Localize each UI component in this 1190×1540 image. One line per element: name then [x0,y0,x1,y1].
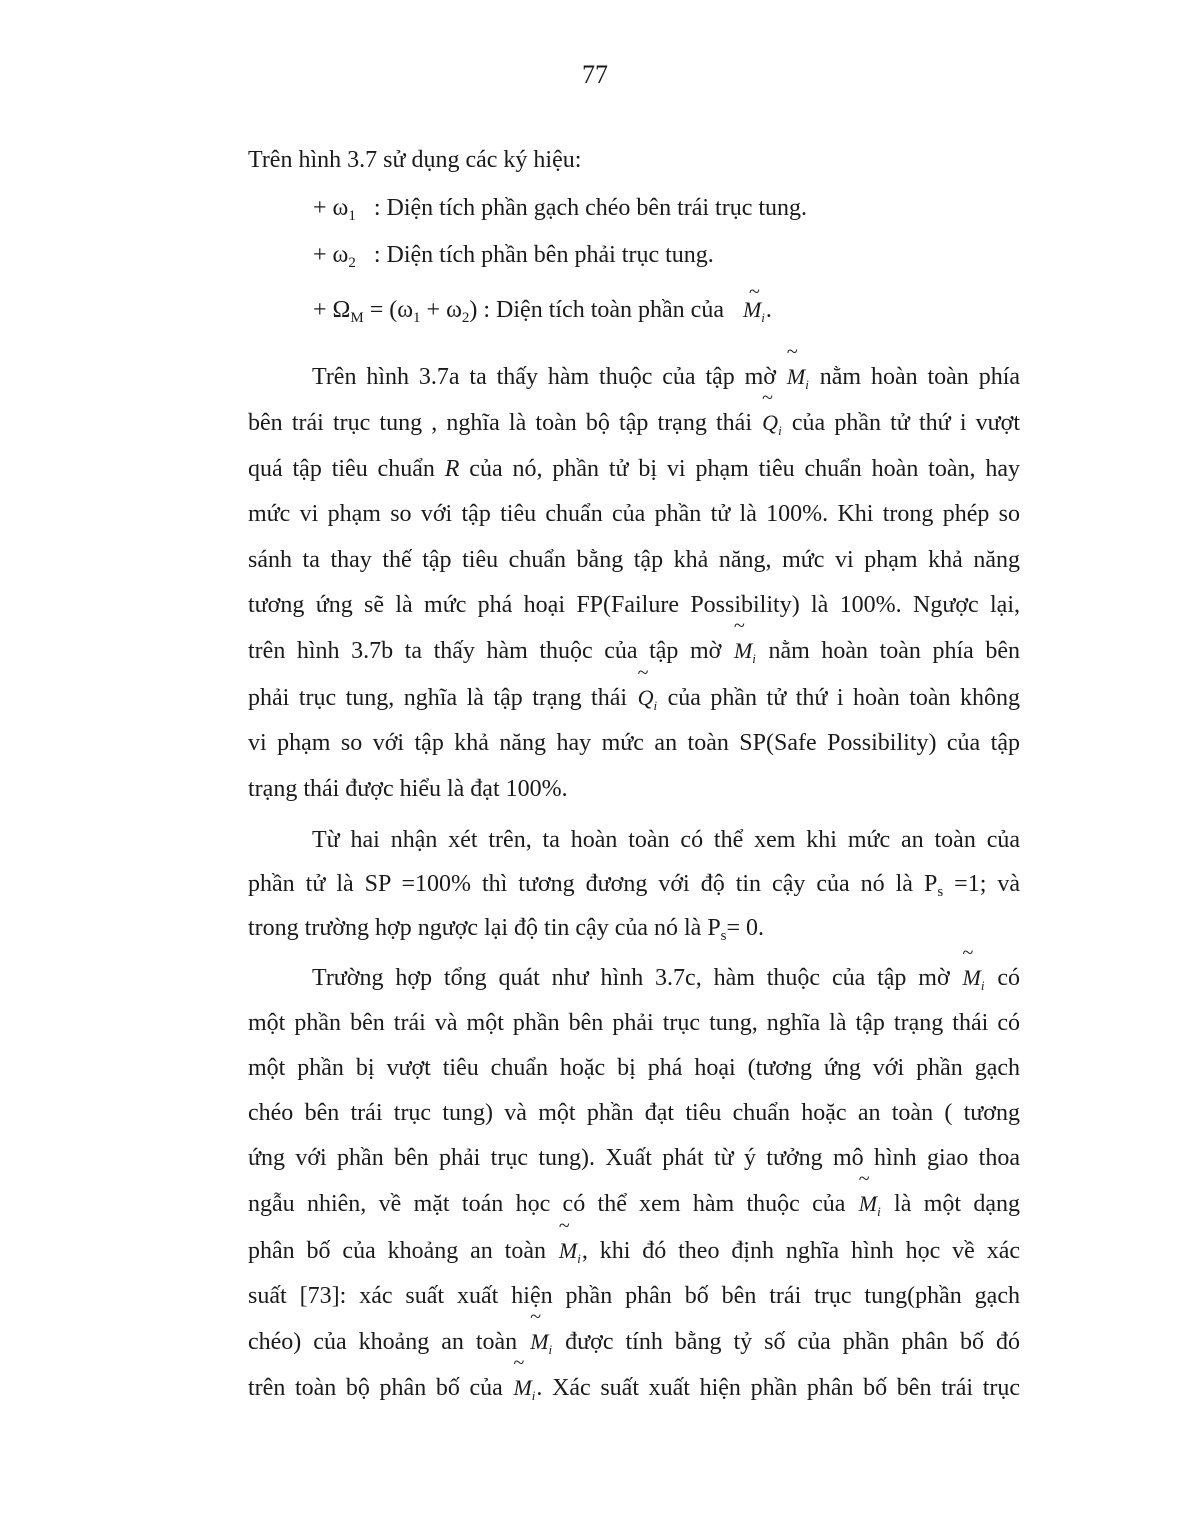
intro-line: Trên hình 3.7 sử dụng các ký hiệu: [248,147,582,173]
symbol-omega-2: + $\omega_2$ : Diện tích phần bên phải trục tung. [313,242,714,271]
symbol-omega-total: + $\Omega_M = (\omega_1 + \omega_2)$ : Diện tích toàn phần của ~ $M_i$. [313,281,772,326]
fuzzy-set-M-symbol: ~ $M_i$ [558,1214,581,1266]
paragraph-2: Từ hai nhận xét trên, ta hoàn toàn có thể xem khi mức an toàn của phần tử là SP =100% thì tương đương với độ tin cậy của nó là $P_s =1$; và trong trường hợp ngược lại độ tin cậy của nó là $P_s= 0$. [248,827,1021,944]
paragraph-3: Trường hợp tổng quát như hình 3.7c, hàm thuộc của tập mờ ~ $M_i$ có một phần bên trái và một phần bên phải trục tung, nghĩa là tập trạng thái có một phần bị vượt tiêu chuẩn hoặc bị phá hoại (tương ứng với phần gạch chéo bên trái trục tung) và một phần đạt tiêu chuẩn hoặc an toàn ( tương ứng với phần bên phải trục tung). Xuất phát từ ý tưởng mô hình giao thoa ngẫu nhiên, về mặt toán học có thể xem hàm thuộc của ~ $M_i$ là một dạng phân bố của khoảng an toàn ~ $M_i$, khi đó theo định nghĩa hình học về xác suất [73]: xác suất xuất hiện phần phân bố bên trái trục tung(phần gạch chéo) của khoảng an toàn ~ $M_i$ được tính bằng tỷ số của phần phân bố đó trên toàn bộ phân bố của ~ $M_i$. Xác suất xuất hiện phần phân bố bên trái trục [248,955,1020,1411]
page-number: 77 [582,60,608,89]
paragraph-1: Trên hình 3.7a ta thấy hàm thuộc của tập mờ ~ $M_i$ nằm hoàn toàn phía bên trái trục tung , nghĩa là toàn bộ tập trạng thái ~ $Q_i$ của phần tử thứ i vượt quá tập tiêu chuẩn R của nó, phần tử bị vi phạm tiêu chuẩn hoàn toàn, hay mức vi phạm so với tập tiêu chuẩn của phần tử là 100%. Khi trong phép so sánh ta thay thế tập tiêu chuẩn bằng tập khả năng, mức vi phạm khả năng tương ứng sẽ là mức phá hoại FP(Failure Possibility) là 100%. Ngược lại, trên hình 3.7b ta thấy hàm thuộc của tập mờ ~ $M_i$ nằm hoàn toàn phía bên phải trục tung, nghĩa là tập trạng thái ~ $Q_i$ của phần tử thứ i hoàn toàn không vi phạm so với tập khả năng hay mức an toàn SP(Safe Possibility) của tập trạng thái được hiểu là đạt 100%. [248,341,1021,802]
fuzzy-set-M-symbol: ~ $M_i$ [513,1351,536,1403]
fuzzy-set-M-symbol: ~ $M_i$ [962,942,985,993]
symbol-omega-1: + $\omega_1$ : Diện tích phần gạch chéo bên trái trục tung. [313,195,808,224]
fuzzy-set-M-symbol: ~ $M_i$ [530,1305,553,1357]
fuzzy-set-M-symbol: ~ $M_i$ [742,281,765,325]
fuzzy-set-M-symbol: ~ $M_i$ [858,1168,881,1220]
state-set-Q-symbol: ~ $Q_i$ [762,387,782,439]
fuzzy-set-M-symbol: ~ $M_i$ [786,341,809,392]
state-set-Q-symbol: ~ $Q_i$ [637,661,658,713]
fuzzy-set-M-symbol: ~ $M_i$ [733,615,756,667]
